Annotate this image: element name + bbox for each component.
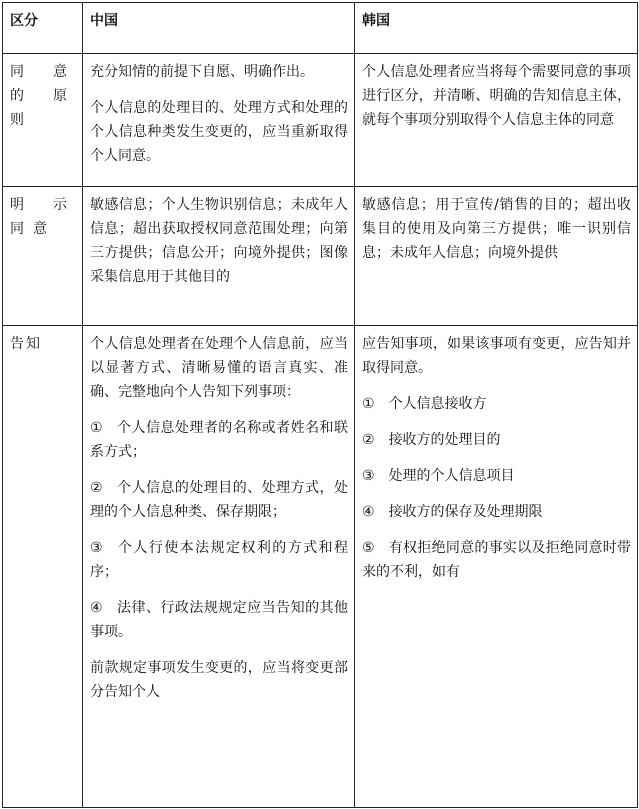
item-number: ③: [362, 468, 375, 484]
row-label: 明示同意: [3, 187, 83, 326]
item-number: ③: [90, 540, 103, 556]
list-item: [362, 392, 631, 416]
item-text: 有权拒绝同意的事实以及拒绝同意时带来的不利，如有: [362, 540, 631, 580]
row-label: 同意的原则: [3, 54, 83, 187]
china-cell: [83, 187, 355, 326]
comparison-table: [2, 2, 638, 808]
item-text: 个人行使本法规定权利的方式和程序；: [90, 540, 348, 580]
item-text: 处理的个人信息项目: [388, 468, 515, 484]
china-outro: 前款规定事项发生变更的，应当将变更部分告知个人: [90, 660, 348, 700]
item-text: 个人信息处理者的名称或者姓名和联系方式；: [90, 420, 348, 460]
item-text: 接收方的保存及处理期限: [388, 504, 543, 520]
korea-text: 敏感信息；用于宣传/销售的目的；超出收集目的使用及向第三方提供；唯一识别信息；未成年人信息；向境外提供: [362, 197, 631, 261]
list-item: [90, 536, 348, 584]
item-text: 个人信息的处理目的、处理方式，处理的个人信息种类、保存期限；: [90, 480, 348, 520]
china-text: 充分知情的前提下自愿、明确作出。: [90, 64, 314, 80]
korea-text: 个人信息处理者应当将每个需要同意的事项进行区分，并清晰、明确的告知信息主体，就每个事项分别取得个人信息主体的同意: [362, 64, 631, 128]
china-cell: [83, 54, 355, 187]
row-notice: [3, 326, 638, 808]
header-row: [3, 3, 638, 54]
china-text: 敏感信息；个人生物识别信息；未成年人信息；超出获取授权同意范围处理；向第三方提供；信息公开；向境外提供；图像采集信息用于其他目的: [90, 197, 348, 285]
header-category: 区分: [3, 3, 83, 54]
header-korea: 韩国: [355, 3, 638, 54]
item-number: ②: [362, 432, 375, 448]
list-item: [90, 596, 348, 644]
list-item: [90, 476, 348, 524]
row-consent-principle: [3, 54, 638, 187]
korea-intro: 应告知事项，如果该事项有变更，应告知并取得同意。: [362, 336, 631, 376]
china-cell: [83, 326, 355, 808]
china-notice-list: [90, 416, 348, 644]
list-item: [362, 536, 631, 584]
item-text: 接收方的处理目的: [388, 432, 501, 448]
item-number: ④: [90, 600, 103, 616]
china-intro: 个人信息处理者在处理个人信息前，应当以显著方式、清晰易懂的语言真实、准确、完整地向个人告知下列事项：: [90, 336, 348, 400]
korea-notice-list: [362, 392, 631, 584]
item-number: ④: [362, 504, 375, 520]
item-text: 个人信息接收方: [388, 396, 487, 412]
list-item: [362, 428, 631, 452]
row-explicit-consent: [3, 187, 638, 326]
header-china: 中国: [83, 3, 355, 54]
item-number: ①: [90, 420, 103, 436]
item-number: ⑤: [362, 540, 375, 556]
list-item: [90, 416, 348, 464]
list-item: [362, 500, 631, 524]
korea-cell: [355, 326, 638, 808]
list-item: [362, 464, 631, 488]
item-number: ②: [90, 480, 103, 496]
item-number: ①: [362, 396, 375, 412]
item-text: 法律、行政法规规定应当告知的其他事项。: [90, 600, 348, 640]
row-label: 告知: [3, 326, 83, 808]
korea-cell: [355, 187, 638, 326]
korea-cell: [355, 54, 638, 187]
china-text: 个人信息的处理目的、处理方式和处理的个人信息种类发生变更的，应当重新取得个人同意。: [90, 100, 348, 164]
